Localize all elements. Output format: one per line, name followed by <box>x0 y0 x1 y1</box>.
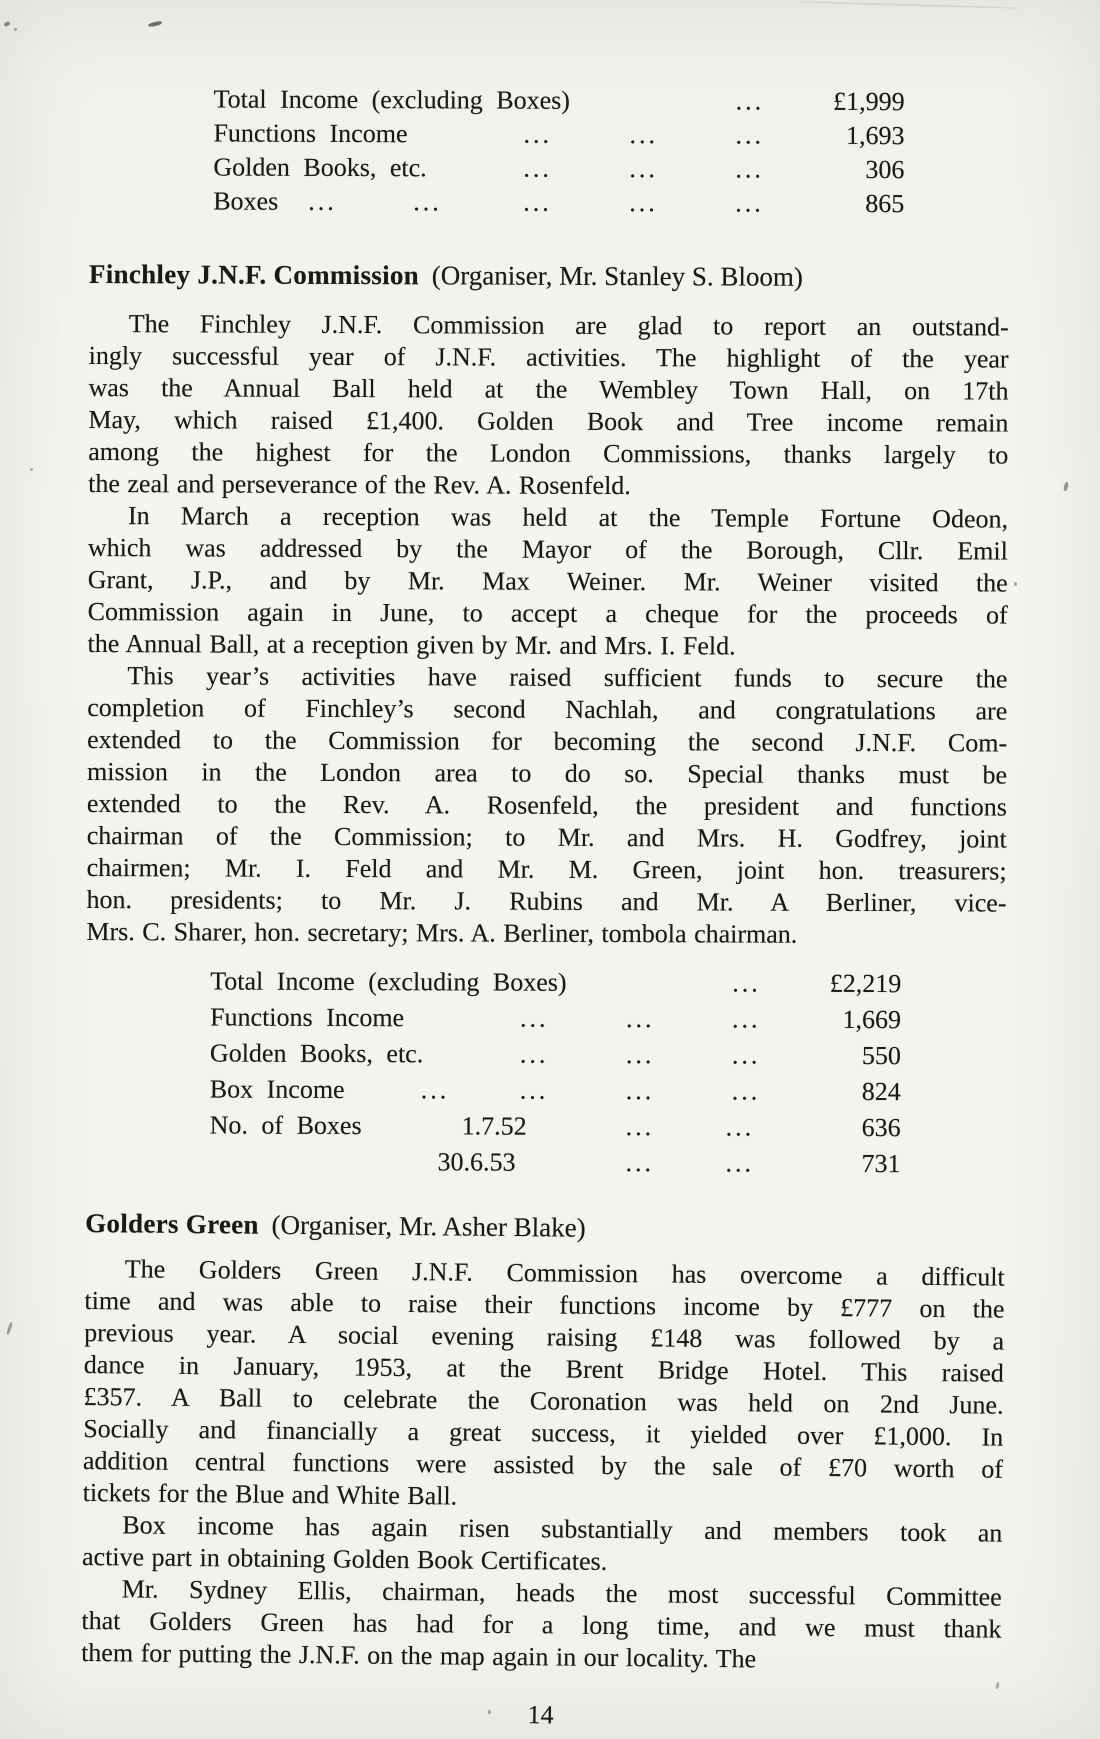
dot-leader: ... <box>520 1003 549 1033</box>
text-line: the Annual Ball, at a reception given by Mr. and Mrs. I. Feld. <box>87 628 736 661</box>
dot-leader: ... <box>629 154 658 184</box>
page-content <box>83 0 1010 1731</box>
row-label: Total Income (excluding Boxes) <box>213 84 571 115</box>
row-label: Box Income <box>209 1074 345 1104</box>
text-line: the zeal and perseverance of the Rev. A. Rosenfeld. <box>88 468 631 501</box>
text-line: was the Annual Ball held at the Wembley Town Hall, on 17th <box>88 372 1009 406</box>
dot-leader: ... <box>725 1112 755 1142</box>
row-value: £2,219 <box>829 968 902 999</box>
table-row <box>210 1035 901 1074</box>
heading-organiser: (Organiser, Mr. Stanley S. Bloom) <box>431 260 803 292</box>
text-line: previous year. A social evening raising £148 was followed by a <box>84 1317 1005 1356</box>
table-row <box>210 1107 901 1146</box>
text-line: which was addressed by the Mayor of the Borough, Cllr. Emil <box>87 532 1008 566</box>
table-row <box>210 999 901 1038</box>
section-heading-finchley <box>89 258 1009 294</box>
paragraph-golders-2 <box>82 1509 1003 1582</box>
dot-leader: ... <box>519 1039 549 1069</box>
table-row <box>213 116 904 153</box>
row-value: 1,693 <box>845 120 905 151</box>
text-line: them for putting the J.N.F. on the map again in our locality. The <box>81 1637 757 1674</box>
row-value: 306 <box>865 154 905 185</box>
golders-green-section <box>80 1207 1005 1736</box>
text-line: extended to the Commission for becoming the second J.N.F. Com- <box>87 724 1008 758</box>
dot-leader: ... <box>732 968 761 998</box>
dot-leader: ... <box>735 154 764 184</box>
heading-title: Golders Green <box>85 1207 259 1240</box>
row-label: Total Income (excluding Boxes) <box>210 966 567 997</box>
row-value: 731 <box>861 1148 901 1179</box>
table-row <box>213 150 904 187</box>
text-line: tickets for the Blue and White Ball. <box>82 1477 458 1511</box>
row-value: 824 <box>861 1076 901 1107</box>
text-line: May, which raised £1,400. Golden Book and Tree income remain <box>88 404 1009 438</box>
text-line: completion of Finchley’s second Nachlah, and congratulations are <box>87 692 1008 726</box>
table-row <box>209 1143 900 1182</box>
text-line: £357. A Ball to celebrate the Coronation was held on 2nd June. <box>83 1381 1004 1420</box>
text-line: active part in obtaining Golden Book Certificates. <box>81 1541 608 1576</box>
paragraph-golders-3 <box>81 1573 1002 1678</box>
dot-leader: ... <box>625 1076 655 1106</box>
scan-speck <box>14 28 17 31</box>
text-line: Commission again in June, to accept a cheque for the proceeds of <box>87 596 1008 630</box>
paragraph-finchley-3 <box>86 660 1007 952</box>
scan-speck <box>6 1322 13 1335</box>
text-line: Grant, J.P., and by Mr. Max Weiner. Mr. Weiner visited the <box>87 564 1008 598</box>
dot-leader: ... <box>735 86 765 116</box>
table-row <box>210 963 901 1002</box>
text-line: time and was able to raise their functions income by £777 on the <box>84 1285 1005 1324</box>
dot-leader: ... <box>625 1040 655 1070</box>
text-line: The Golders Green J.N.F. Commission has overcome a difficult <box>124 1254 1005 1292</box>
row-date: 30.6.53 <box>437 1147 516 1177</box>
dot-leader: ... <box>735 188 764 218</box>
heading-organiser: (Organiser, Mr. Asher Blake) <box>271 1209 586 1243</box>
dot-leader: ... <box>308 186 337 216</box>
text-line: This year’s activities have raised sufficient funds to secure the <box>127 661 1008 694</box>
row-value: 1,669 <box>842 1004 902 1035</box>
dot-leader: ... <box>725 1148 755 1178</box>
dot-leader: ... <box>523 153 552 183</box>
table-row <box>210 1071 901 1110</box>
text-line: ingly successful year of J.N.F. activities. The highlight of the year <box>88 340 1009 374</box>
text-line: Mrs. C. Sharer, hon. secretary; Mrs. A. Berliner, tombola chairman. <box>86 916 798 949</box>
row-label: Boxes <box>213 186 279 216</box>
row-label: Functions Income <box>210 1002 405 1033</box>
dot-leader: ... <box>731 1040 761 1070</box>
dot-leader: ... <box>732 1004 761 1034</box>
row-value: 550 <box>861 1040 902 1071</box>
heading-title: Finchley J.N.F. Commission <box>88 258 420 291</box>
row-value: £1,999 <box>833 86 905 117</box>
text-line: In March a reception was held at the Temple Fortune Odeon, <box>127 501 1009 534</box>
section-heading-golders-green <box>85 1207 1005 1248</box>
text-line: Mr. Sydney Ellis, chairman, heads the most successful Committee <box>121 1574 1002 1612</box>
dot-leader: ... <box>629 120 659 150</box>
table-row <box>213 184 904 221</box>
scan-speck <box>30 468 33 471</box>
row-date: 1.7.52 <box>461 1111 527 1141</box>
scan-speck <box>3 21 10 27</box>
row-label: No. of Boxes <box>209 1110 362 1141</box>
scan-speck <box>1014 582 1017 586</box>
text-line: chairman of the Commission; to Mr. and Mrs. H. Godfrey, joint <box>86 820 1007 854</box>
row-label: Golden Books, etc. <box>213 152 427 183</box>
text-line: extended to the Rev. A. Rosenfeld, the president and functions <box>86 788 1007 822</box>
dot-leader: ... <box>625 1112 655 1142</box>
income-table-finchley <box>209 963 901 1182</box>
dot-leader: ... <box>519 1075 549 1105</box>
table-row <box>214 82 905 119</box>
text-line: hon. presidents; to Mr. J. Rubins and Mr. A Berliner, vice- <box>86 884 1007 918</box>
text-line: among the highest for the London Commissions, thanks largely to <box>88 436 1009 470</box>
text-line: Box income has again risen substantially and members took an <box>122 1510 1003 1548</box>
scan-speck <box>1063 482 1069 492</box>
dot-leader: ... <box>626 1004 655 1034</box>
text-line: dance in January, 1953, at the Brent Bridge Hotel. This raised <box>83 1349 1004 1388</box>
paragraph-finchley-1 <box>88 308 1009 504</box>
text-line: Socially and financially a great success, it yielded over £1,000. In <box>83 1413 1004 1452</box>
dot-leader: ... <box>523 187 552 217</box>
row-label: Functions Income <box>213 118 408 149</box>
row-value: 636 <box>861 1112 901 1143</box>
income-table-top <box>213 82 905 221</box>
text-line: chairmen; Mr. I. Feld and Mr. M. Green, joint hon. treasurers; <box>86 852 1007 886</box>
dot-leader: ... <box>523 119 553 149</box>
paragraph-golders-1 <box>83 1253 1005 1518</box>
dot-leader: ... <box>625 1148 655 1178</box>
text-line: mission in the London area to do so. Special thanks must be <box>86 756 1008 790</box>
row-label: Golden Books, etc. <box>209 1038 424 1069</box>
dot-leader: ... <box>731 1076 761 1106</box>
page-number: 14 <box>527 1700 554 1730</box>
row-value: 865 <box>865 188 905 219</box>
text-line: addition central functions were assisted by the sale of £70 worth of <box>82 1445 1004 1484</box>
scan-speck <box>488 1710 491 1714</box>
dot-leader: ... <box>420 1075 450 1105</box>
paragraph-finchley-2 <box>87 500 1008 664</box>
dot-leader: ... <box>735 120 765 150</box>
text-line: that Golders Green has had for a long time, and we must thank <box>81 1605 1002 1644</box>
dot-leader: ... <box>413 187 442 217</box>
text-line: The Finchley J.N.F. Commission are glad to report an outstand- <box>128 309 1009 342</box>
dot-leader: ... <box>629 188 658 218</box>
